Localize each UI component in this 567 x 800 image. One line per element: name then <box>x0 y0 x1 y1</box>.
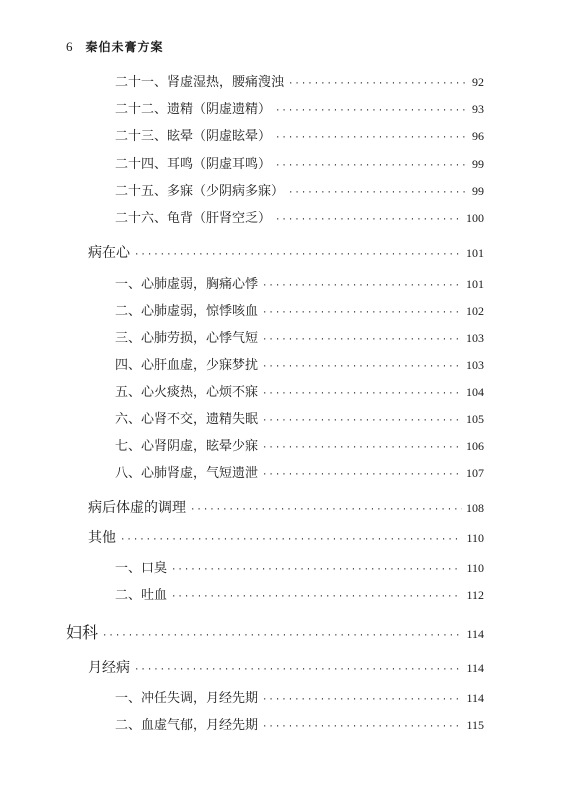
toc-entry-page: 115 <box>466 718 484 732</box>
toc-entry-page: 101 <box>466 277 484 291</box>
running-header <box>66 38 498 55</box>
toc-entry-page: 110 <box>466 531 484 545</box>
toc-entry-label: 二、心肺虚弱，惊悸咳血 <box>115 304 259 319</box>
toc-section-entry[interactable] <box>88 530 484 548</box>
leader-dots <box>262 413 462 429</box>
leader-dots <box>288 76 468 92</box>
toc-entry[interactable] <box>115 303 484 321</box>
leader-dots <box>262 692 462 708</box>
toc-entry-page: 99 <box>472 184 484 198</box>
leader-dots <box>190 502 462 518</box>
leader-dots <box>171 589 462 605</box>
toc-entry-label: 二十六、龟背（肝肾空乏） <box>115 211 272 226</box>
leader-dots <box>102 628 462 644</box>
toc-entry-page: 114 <box>466 661 484 675</box>
toc-entry[interactable] <box>115 438 484 456</box>
toc-entry-page: 101 <box>466 246 484 260</box>
toc-entry[interactable] <box>115 128 484 146</box>
toc-entry[interactable] <box>115 276 484 294</box>
toc-entry[interactable] <box>115 74 484 92</box>
toc-chapter-entry[interactable] <box>66 625 484 644</box>
toc-entry-page: 110 <box>466 561 484 575</box>
toc-entry[interactable] <box>115 183 484 201</box>
leader-dots <box>120 532 462 548</box>
toc-entry-label: 二十三、眩晕（阴虚眩晕） <box>115 129 272 144</box>
toc-entry[interactable] <box>115 465 484 483</box>
toc-entry-page: 114 <box>466 691 484 705</box>
toc-entry[interactable] <box>115 587 484 605</box>
toc-entry-page: 93 <box>472 102 484 116</box>
toc-entry[interactable] <box>115 330 484 348</box>
toc-entry[interactable] <box>115 156 484 174</box>
toc-entry-label: 二十五、多寐（少阴病多寐） <box>115 184 285 199</box>
toc-entry-page: 103 <box>466 358 484 372</box>
book-title: 秦伯未膏方案 <box>85 40 164 54</box>
toc-entry-page: 103 <box>466 331 484 345</box>
leader-dots <box>134 247 462 263</box>
toc-entry-label: 二十四、耳鸣（阴虚耳鸣） <box>115 157 272 172</box>
toc-entry-page: 102 <box>466 304 484 318</box>
toc-entry[interactable] <box>115 101 484 119</box>
toc-entry-label: 四、心肝血虚，少寐梦扰 <box>115 358 259 373</box>
leader-dots <box>262 719 462 735</box>
toc-entry-label: 五、心火痰热，心烦不寐 <box>115 385 259 400</box>
toc-entry-page: 104 <box>466 385 484 399</box>
toc-section-entry[interactable] <box>88 660 484 678</box>
toc-entry-label: 妇科 <box>66 623 99 642</box>
toc-entry[interactable] <box>115 411 484 429</box>
leader-dots <box>275 212 462 228</box>
leader-dots <box>262 467 462 483</box>
leader-dots <box>288 185 468 201</box>
leader-dots <box>262 386 462 402</box>
leader-dots <box>275 130 468 146</box>
toc-entry[interactable] <box>115 560 484 578</box>
toc-entry[interactable] <box>115 717 484 735</box>
toc-entry[interactable] <box>115 690 484 708</box>
leader-dots <box>134 662 462 678</box>
toc-entry-label: 病后体虚的调理 <box>88 500 186 516</box>
toc-entry-label: 二、吐血 <box>115 588 168 603</box>
toc-entry-label: 病在心 <box>88 245 130 261</box>
leader-dots <box>262 359 462 375</box>
toc-entry-page: 99 <box>472 157 484 171</box>
leader-dots <box>262 278 462 294</box>
toc-entry-page: 108 <box>466 501 484 515</box>
toc-entry-label: 八、心肺肾虚，气短遗泄 <box>115 466 259 481</box>
leader-dots <box>262 332 462 348</box>
page-number: 6 <box>66 39 74 54</box>
toc-entry-label: 其他 <box>88 530 116 546</box>
toc-entry-page: 107 <box>466 466 484 480</box>
toc-entry-label: 一、口臭 <box>115 561 168 576</box>
toc-entry-page: 106 <box>466 439 484 453</box>
leader-dots <box>262 305 462 321</box>
toc-entry-page: 105 <box>466 412 484 426</box>
toc-entry-page: 112 <box>466 588 484 602</box>
toc-entry-label: 六、心肾不交，遗精失眠 <box>115 412 259 427</box>
toc-entry-label: 月经病 <box>88 660 130 676</box>
toc-entry-label: 一、冲任失调，月经先期 <box>115 691 259 706</box>
toc-entry-label: 二十一、肾虚湿热，腰痛溲浊 <box>115 75 285 90</box>
leader-dots <box>262 440 462 456</box>
toc-section-entry[interactable] <box>88 245 484 263</box>
toc-entry[interactable] <box>115 357 484 375</box>
toc-entry-page: 92 <box>472 75 484 89</box>
toc-entry[interactable] <box>115 384 484 402</box>
toc-entry-label: 二十二、遗精（阴虚遗精） <box>115 102 272 117</box>
toc-entry[interactable] <box>115 210 484 228</box>
toc-entry-page: 96 <box>472 129 484 143</box>
leader-dots <box>171 562 462 578</box>
toc-entry-label: 七、心肾阴虚，眩晕少寐 <box>115 439 259 454</box>
toc-entry-page: 114 <box>466 627 484 641</box>
leader-dots <box>275 103 468 119</box>
leader-dots <box>275 158 468 174</box>
toc-section-entry[interactable] <box>88 500 484 518</box>
toc-entry-label: 三、心肺劳损，心悸气短 <box>115 331 259 346</box>
toc-entry-label: 二、血虚气郁，月经先期 <box>115 718 259 733</box>
toc-entry-page: 100 <box>466 211 484 225</box>
toc-entry-label: 一、心肺虚弱，胸痛心悸 <box>115 277 259 292</box>
